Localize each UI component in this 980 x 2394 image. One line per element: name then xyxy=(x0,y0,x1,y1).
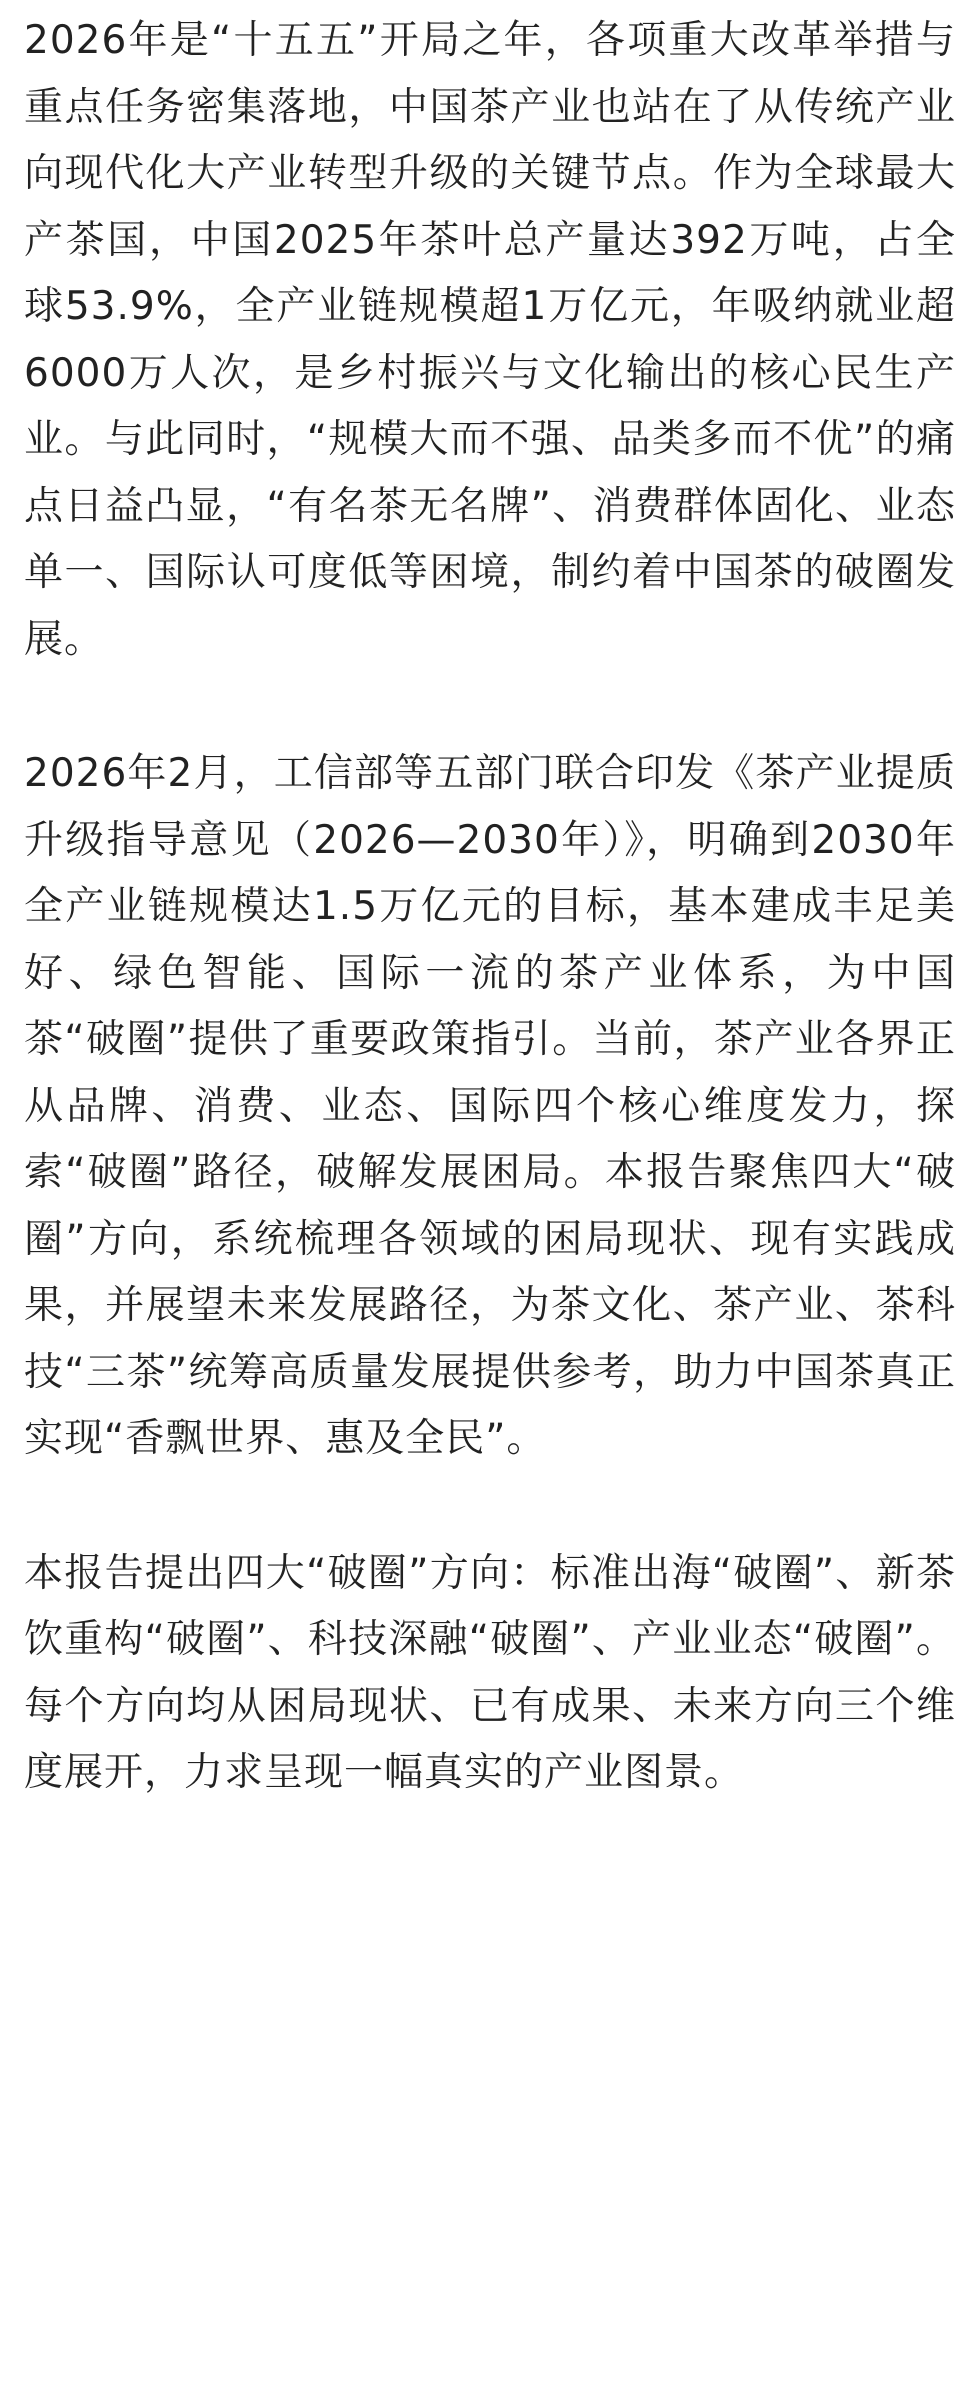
paragraph-policy-guidance: 2026年2月，工信部等五部门联合印发《茶产业提质升级指导意见（2026—2030年）》，明确到2030年全产业链规模达1.5万亿元的目标，基本建成丰足美好、绿色智能、国际一流的茶产业体系，为中国茶“破圈”提供了重要政策指引。当前，茶产业各界正从品牌、消费、业态、国际四个核心维度发力，探索“破圈”路径，破解发展困局。本报告聚焦四大“破圈”方向，系统梳理各领域的困局现状、现有实践成果，并展望未来发展路径，为茶文化、茶产业、茶科技“三茶”统筹高质量发展提供参考，助力中国茶真正实现“香飘世界、惠及全民”。 xyxy=(24,751,956,1461)
paragraph-industry-background: 2026年是“十五五”开局之年，各项重大改革举措与重点任务密集落地，中国茶产业也站在了从传统产业向现代化大产业转型升级的关键节点。作为全球最大产茶国，中国2025年茶叶总产量达392万吨，占全球53.9%，全产业链规模超1万亿元，年吸纳就业超6000万人次，是乡村振兴与文化输出的核心民生产业。与此同时，“规模大而不强、品类多而不优”的痛点日益凸显，“有名茶无名牌”、消费群体固化、业态单一、国际认可度低等困境，制约着中国茶的破圈发展。 xyxy=(24,18,956,662)
paragraph-report-directions: 本报告提出四大“破圈”方向：标准出海“破圈”、新茶饮重构“破圈”、科技深融“破圈”、产业业态“破圈”。每个方向均从困局现状、已有成果、未来方向三个维度展开，力求呈现一幅真实的产业图景。 xyxy=(24,1550,956,1795)
